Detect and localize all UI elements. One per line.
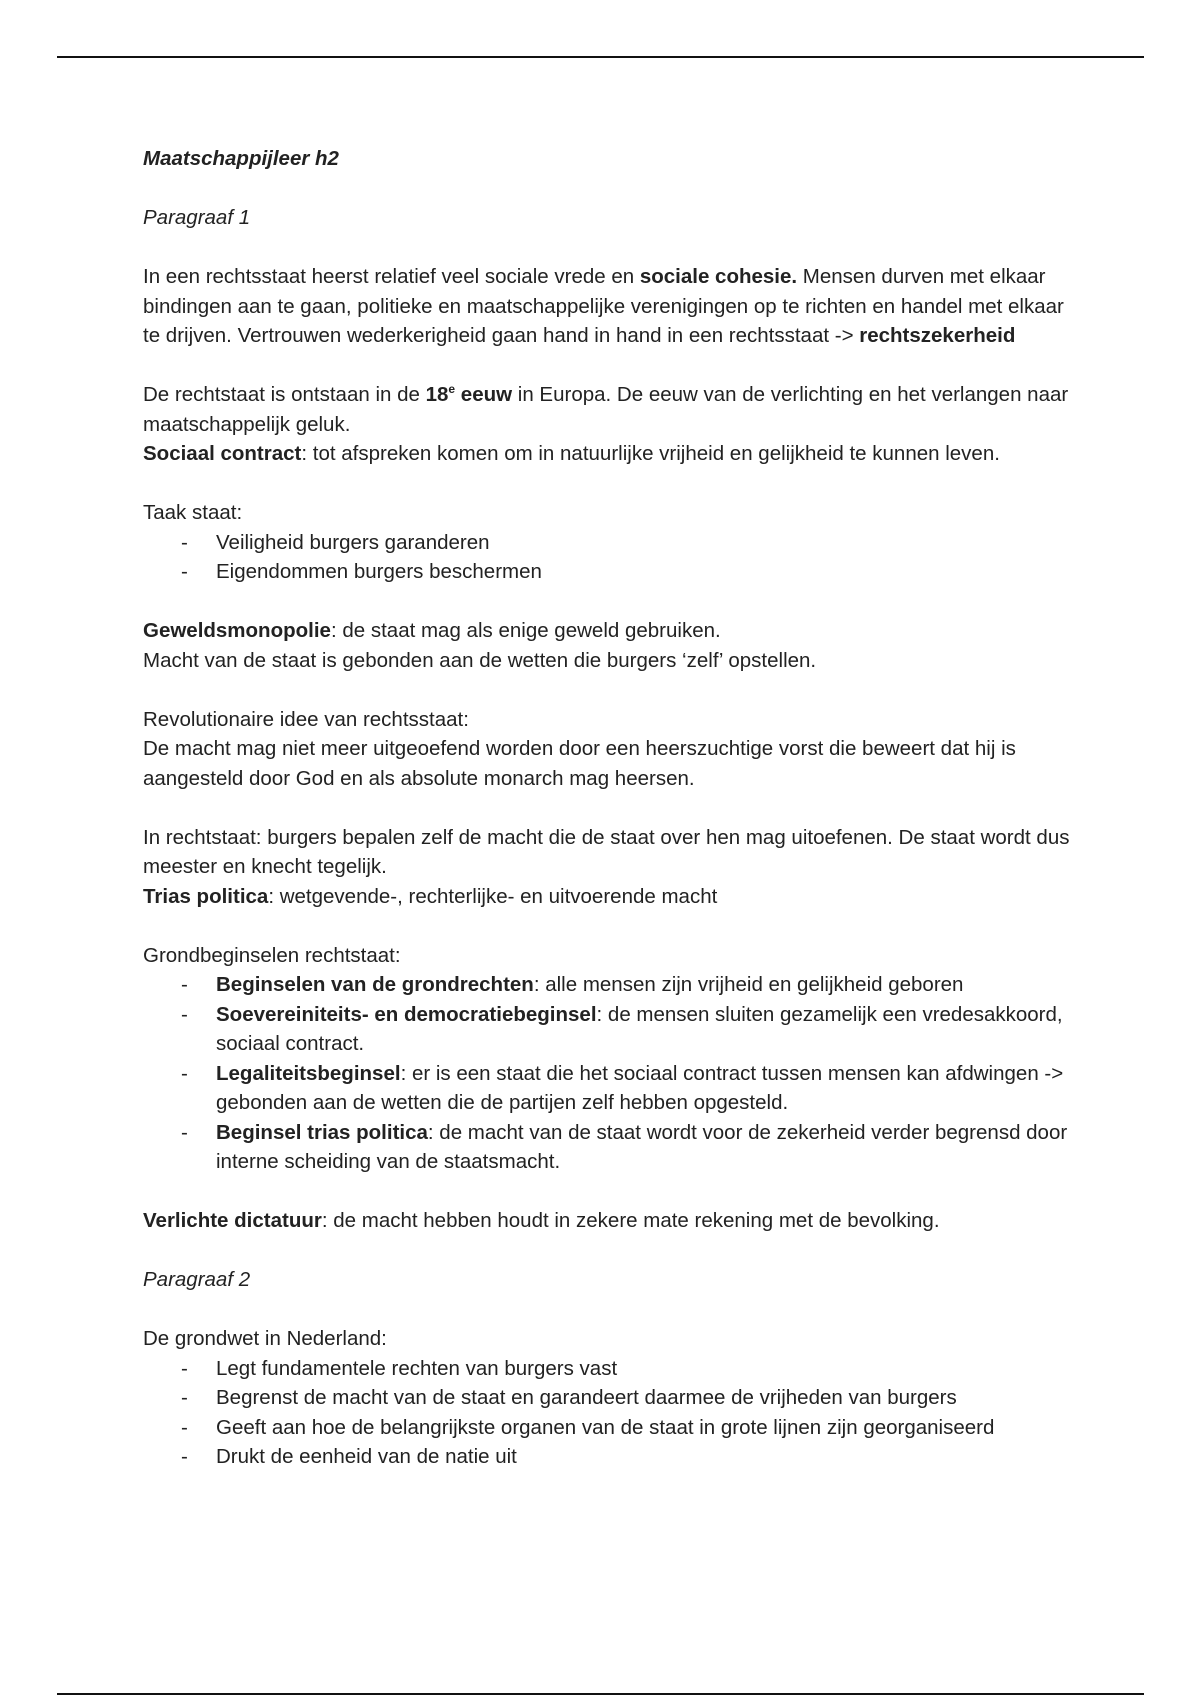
list-item: - Geeft aan hoe de belangrijkste organen van de staat in grote lijnen zijn georganiseerd [143, 1413, 1073, 1443]
revolution-label: Revolutionaire idee van rechtsstaat: [143, 707, 469, 731]
list-item: - Eigendommen burgers beschermen [143, 557, 1073, 587]
document-title: Maatschappijleer h2 [143, 147, 339, 170]
paragraph-trias: Trias politica: wetgevende-, rechterlijke- en uitvoerende macht [143, 884, 718, 908]
footer-rule [57, 1693, 1144, 1695]
list-item: - Begrenst de macht van de staat en garandeert daarmee de vrijheden van burgers [143, 1383, 1073, 1413]
grondwet-list [143, 1354, 1073, 1472]
principles-label: Grondbeginselen rechtstaat: [143, 943, 401, 967]
paragraph-monopoly-line2: Macht van de staat is gebonden aan de wetten die burgers ‘zelf’ opstellen. [143, 648, 817, 672]
paragraph-contract: Sociaal contract: tot afspreken komen om in natuurlijke vrijheid en gelijkheid te kunnen leven. [143, 442, 1000, 465]
paragraph-origin: De rechtstaat is ontstaan in de 18e eeuw in Europa. De eeuw van de verlichting en het verlangen naar maatschappelijk geluk. [143, 382, 1069, 436]
list-item: - Soevereiniteits- en democratiebeginsel: de mensen sluiten gezamelijk een vredesakkoord, sociaal contract. [143, 1000, 1073, 1059]
paragraph-revolution: De macht mag niet meer uitgeoefend worden door een heerszuchtige vorst die beweert dat hij is aangesteld door God en als absolute monarch mag heersen. [143, 737, 1016, 790]
list-item: - Drukt de eenheid van de natie uit [143, 1442, 1073, 1472]
section-heading: Paragraaf 1 [143, 206, 251, 229]
list-item: - Legt fundamentele rechten van burgers vast [143, 1354, 1073, 1384]
paragraph-rechtstaat: In rechtstaat: burgers bepalen zelf de macht die de staat over hen mag uitoefenen. De staat wordt dus meester en knecht tegelijk. [143, 825, 1070, 878]
principles-list [143, 970, 1073, 1177]
list-item: - Beginselen van de grondrechten: alle mensen zijn vrijheid en gelijkheid geboren [143, 970, 1073, 1000]
document-body [143, 144, 1073, 1472]
list-item: - Legaliteitsbeginsel: er is een staat die het sociaal contract tussen mensen kan afdwingen -> gebonden aan de wetten die de partijen zelf hebben opgesteld. [143, 1059, 1073, 1118]
section-heading: Paragraaf 2 [143, 1268, 251, 1291]
list-item: - Veiligheid burgers garanderen [143, 528, 1073, 558]
task-label: Taak staat: [143, 501, 243, 524]
task-list [143, 528, 1073, 587]
paragraph-monopoly: Geweldsmonopolie: de staat mag als enige geweld gebruiken. [143, 619, 721, 642]
paragraph-dictatorship: Verlichte dictatuur: de macht hebben houdt in zekere mate rekening met de bevolking. [143, 1209, 940, 1232]
header-rule [57, 56, 1144, 58]
list-item: - Beginsel trias politica: de macht van de staat wordt voor de zekerheid verder begrensd door interne scheiding van de staatsmacht. [143, 1118, 1073, 1177]
paragraph-intro: In een rechtsstaat heerst relatief veel sociale vrede en sociale cohesie. Mensen durven met elkaar bindingen aan te gaan, politieke en maatschappelijke verenigingen op te richten en handel met elkaar te drijven. Vertrouwen wederkerigheid gaan hand in hand in een rechtsstaat -> rechtszekerheid [143, 265, 1064, 347]
grondwet-label: De grondwet in Nederland: [143, 1327, 387, 1350]
